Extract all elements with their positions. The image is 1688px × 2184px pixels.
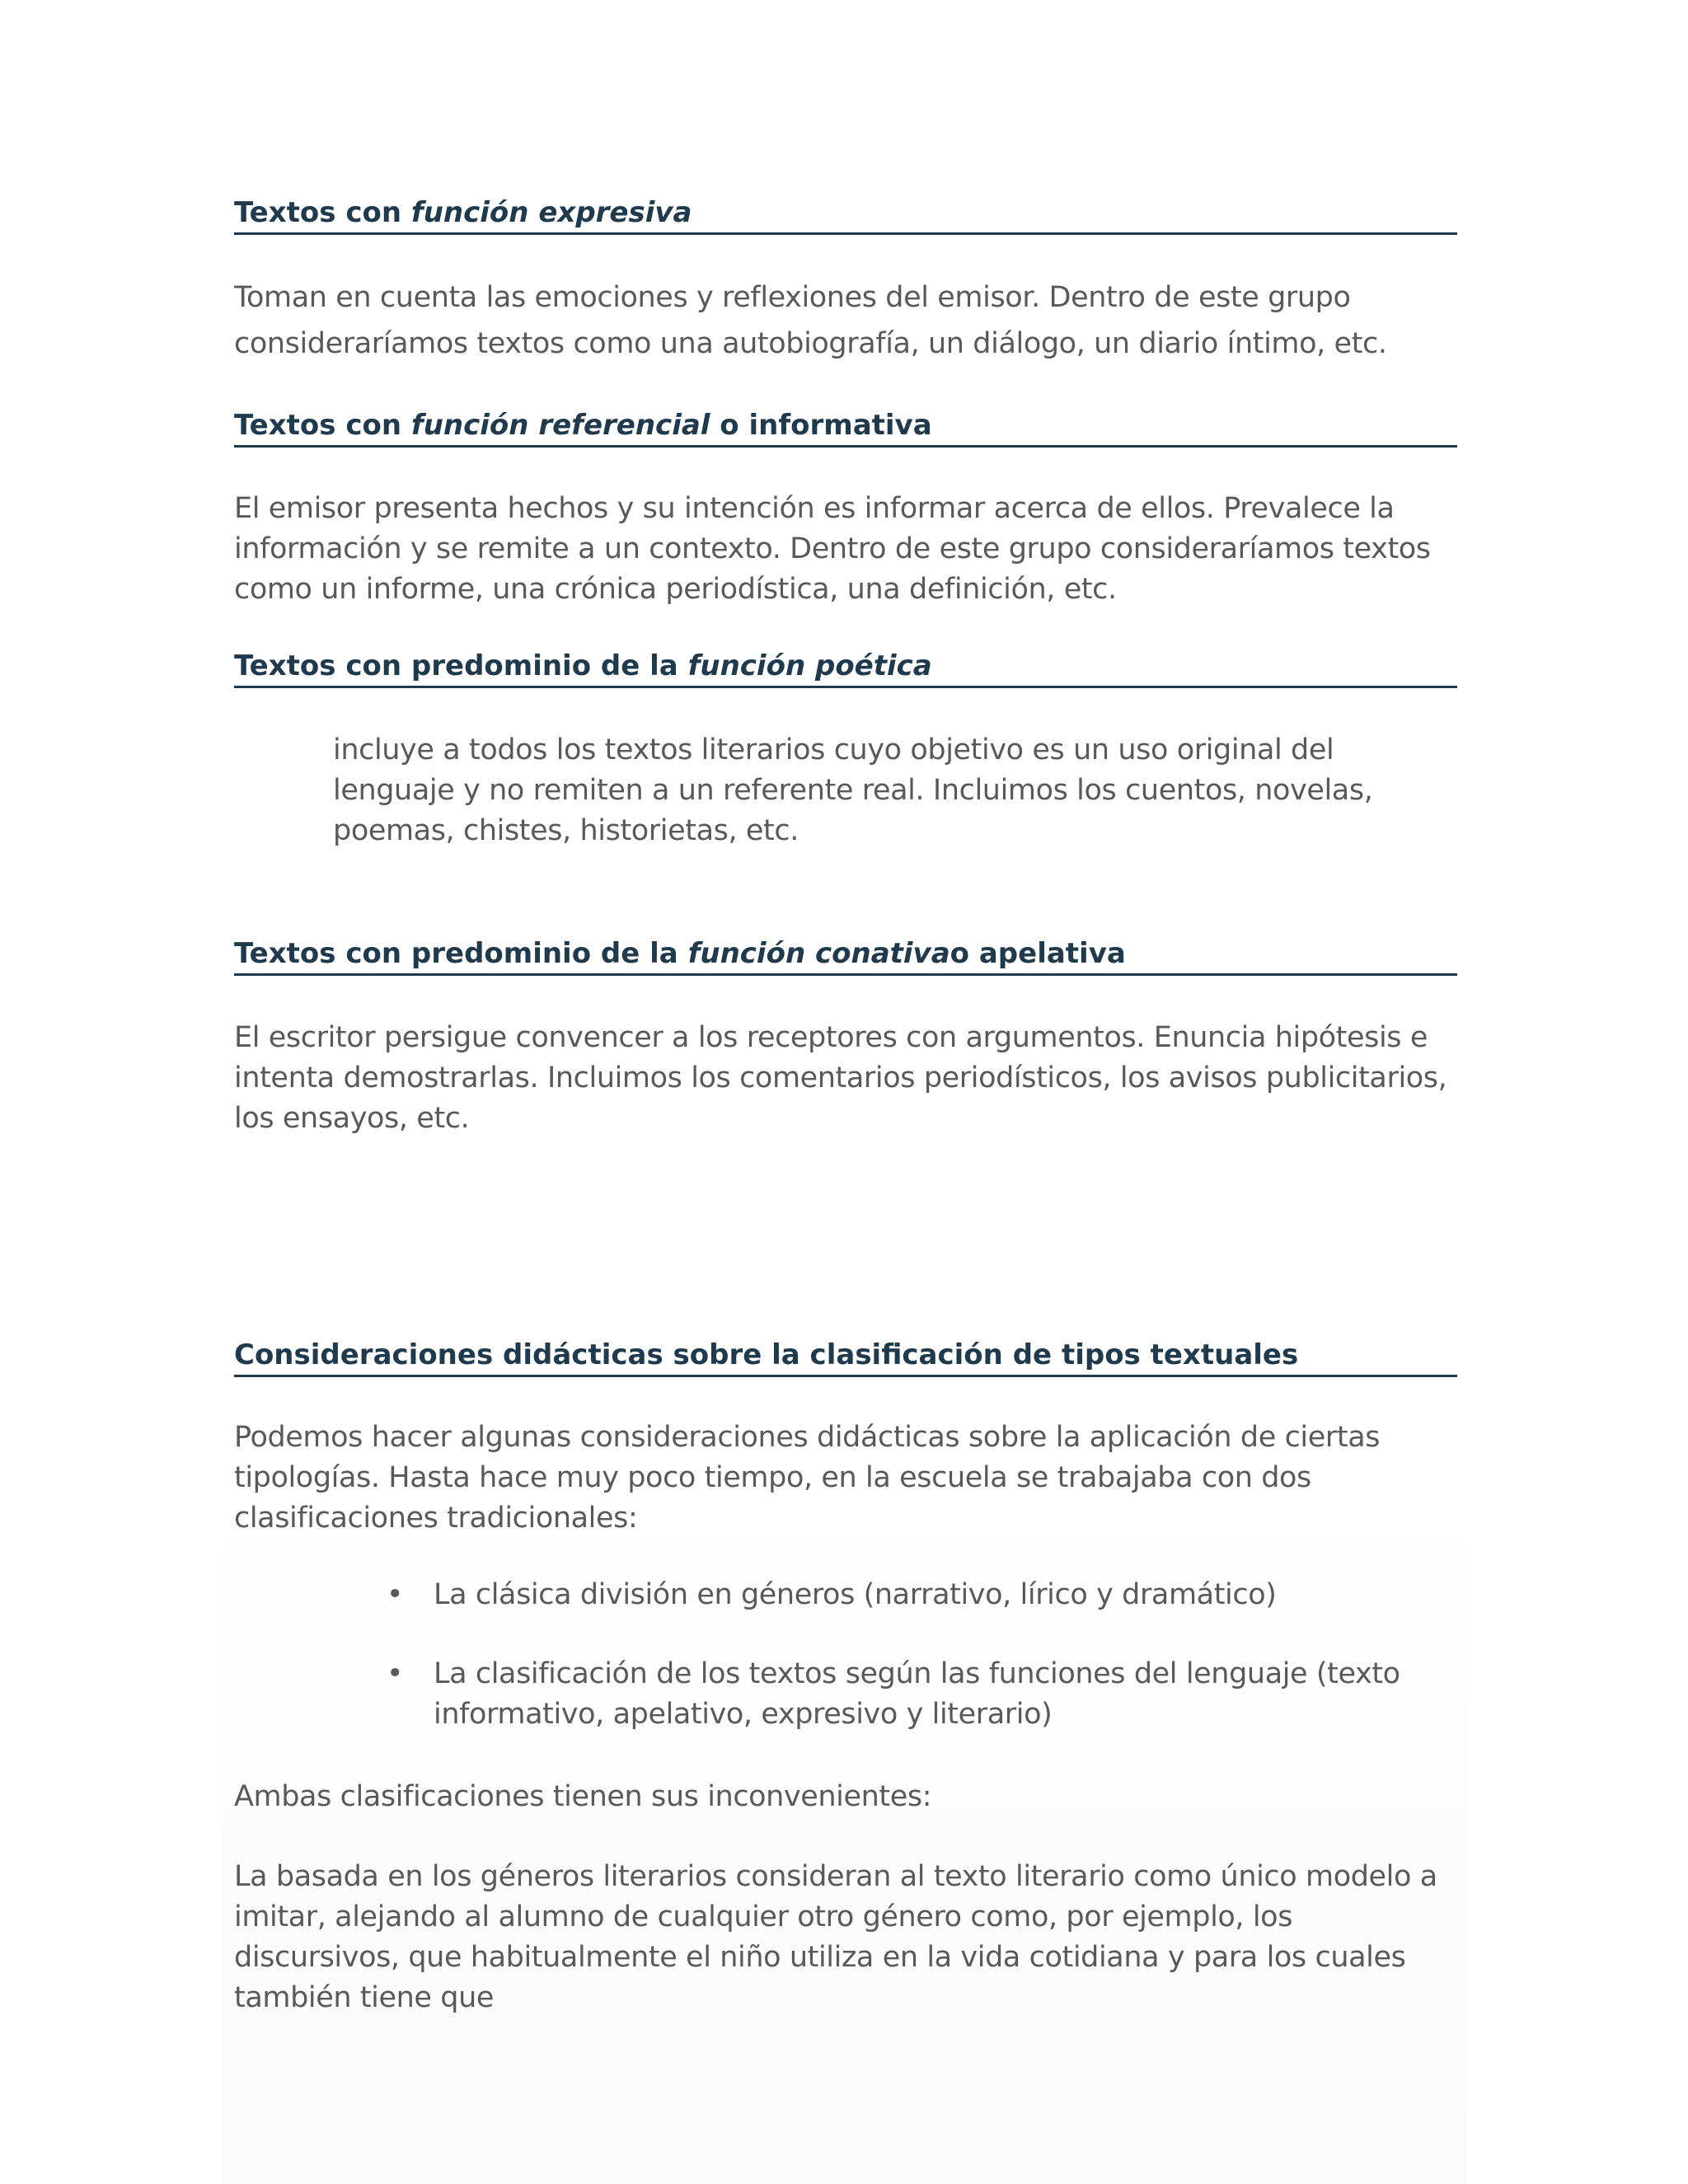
heading-italic: función expresiva <box>410 196 692 229</box>
paragraph-funcion-referencial: El emisor presenta hechos y su intención es informar acerca de ellos. Prevalece la información y se remite a un contexto. Dentro de este grupo consideraríamos textos como un informe, una crónica periodística, una definición, etc. <box>234 492 1431 606</box>
list-item <box>382 1575 1457 1615</box>
paragraph-intro: Podemos hacer algunas consideraciones didácticas sobre la aplicación de ciertas tipologías. Hasta hace muy poco tiempo, en la escuela se trabajaba con dos clasificaciones tradicionales: <box>234 1421 1381 1535</box>
heading-consideraciones-didacticas: Consideraciones didácticas sobre la clasificación de tipos textuales <box>234 1337 1457 1377</box>
list-item <box>382 1654 1457 1735</box>
heading-suffix: o informativa <box>710 409 932 442</box>
heading-italic: función referencial <box>410 409 710 442</box>
bullet-icon: • <box>386 1657 404 1690</box>
heading-prefix: Textos con <box>234 196 411 229</box>
heading-funcion-expresiva <box>234 194 1457 235</box>
heading-funcion-referencial <box>234 407 1457 448</box>
paragraph-generos-literarios: La basada en los géneros literarios consideran al texto literario como único modelo a imitar, alejando al alumno de cualquier otro género como, por ejemplo, los discursivos, que habitualmente el niño utiliza en la vida cotidiana y para los cuales también tiene que <box>234 1860 1437 2014</box>
heading-funcion-poetica <box>234 648 1457 688</box>
heading-prefix: Textos con predominio de la <box>234 937 688 970</box>
paragraph-funcion-conativa: El escritor persigue convencer a los receptores con argumentos. Enuncia hipótesis e intenta demostrarlas. Incluimos los comentarios periodísticos, los avisos publicitarios, los ensayos, etc. <box>234 1021 1447 1135</box>
list-item-text: La clasificación de los textos según las funciones del lenguaje (texto informativo, apelativo, expresivo y literario) <box>434 1657 1400 1731</box>
paragraph-funcion-poetica: incluye a todos los textos literarios cuyo objetivo es un uso original del lenguaje y no remiten a un referente real. Incluimos los cuentos, novelas, poemas, chistes, historietas, etc. <box>333 733 1373 847</box>
bullet-icon: • <box>386 1578 404 1611</box>
paragraph-funcion-expresiva: Toman en cuenta las emociones y reflexiones del emisor. Dentro de este grupo consideraríamos textos como una autobiografía, un diálogo, un diario íntimo, etc. <box>234 281 1387 360</box>
list-item-text: La clásica división en géneros (narrativo, lírico y dramático) <box>434 1578 1277 1611</box>
heading-suffix: o apelativa <box>950 937 1126 970</box>
heading-prefix: Textos con predominio de la <box>234 649 688 682</box>
heading-prefix: Textos con <box>234 409 411 442</box>
bullet-list <box>382 1575 1457 1774</box>
paragraph-ambas: Ambas clasificaciones tienen sus inconvenientes: <box>234 1780 932 1813</box>
heading-italic: función poética <box>687 649 932 682</box>
heading-funcion-conativa <box>234 935 1457 976</box>
heading-italic: función conativa <box>687 937 950 970</box>
